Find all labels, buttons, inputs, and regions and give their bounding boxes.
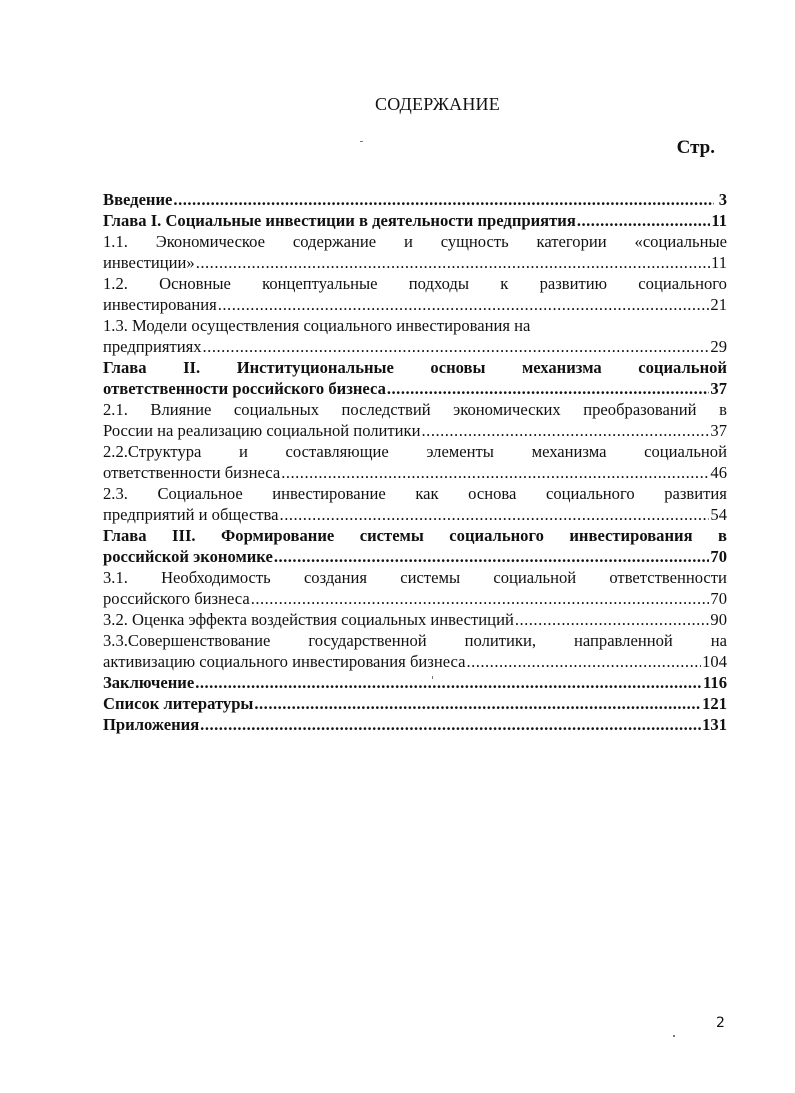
toc-word: социального bbox=[638, 274, 727, 293]
toc-word: 3.3.Совершенствование bbox=[103, 631, 271, 650]
dot-leader bbox=[466, 651, 701, 672]
scan-speck bbox=[432, 676, 433, 679]
toc-word: ответственности bbox=[609, 568, 727, 587]
toc-page-ref: 3 bbox=[718, 190, 727, 209]
toc-word: Институциональные bbox=[236, 358, 394, 377]
toc-entry-title-line bbox=[103, 525, 727, 546]
dot-leader bbox=[280, 504, 710, 525]
toc-page-ref: 70 bbox=[710, 547, 727, 566]
toc-entry-conclusion bbox=[103, 672, 727, 693]
toc-entry-s3-1 bbox=[103, 567, 727, 609]
toc-entry-title-line bbox=[103, 567, 727, 588]
toc-entry-text: предприятиях bbox=[103, 337, 202, 356]
toc-word: механизма bbox=[531, 442, 607, 461]
toc-word: III. bbox=[172, 526, 196, 545]
toc-entry-text: активизацию социального инвестирования бизнеса bbox=[103, 652, 466, 671]
toc-entry-leader-line bbox=[103, 504, 727, 525]
toc-word: содержание bbox=[292, 232, 377, 251]
toc-entry-leader-line bbox=[103, 693, 727, 714]
page-column-label: Стр. bbox=[676, 137, 715, 158]
toc-word: сущность bbox=[440, 232, 509, 251]
dot-leader bbox=[387, 378, 710, 399]
toc-entry-text: Список литературы bbox=[103, 694, 254, 713]
table-of-contents bbox=[103, 189, 727, 735]
toc-word: политики, bbox=[464, 631, 536, 650]
dot-leader bbox=[173, 189, 713, 210]
toc-entry-leader-line bbox=[103, 336, 727, 357]
toc-entry-leader-line bbox=[103, 294, 727, 315]
toc-entry-ch2 bbox=[103, 357, 727, 399]
toc-entry-s3-2 bbox=[103, 609, 727, 630]
toc-entry-s2-2 bbox=[103, 441, 727, 483]
toc-entry-leader-line bbox=[103, 189, 727, 210]
toc-entry-text: 3.2. Оценка эффекта воздействия социальных инвестиций bbox=[103, 610, 514, 629]
toc-page-ref: 11 bbox=[711, 211, 727, 230]
toc-entry-text: российского бизнеса bbox=[103, 589, 250, 608]
dot-leader bbox=[422, 420, 710, 441]
dot-leader bbox=[577, 210, 710, 231]
toc-word: 2.1. bbox=[103, 400, 128, 419]
toc-word: механизма bbox=[521, 358, 602, 377]
toc-word: социального bbox=[449, 526, 544, 545]
toc-entry-title-line bbox=[103, 441, 727, 462]
toc-entry-text: Приложения bbox=[103, 715, 200, 734]
toc-word: 1.2. bbox=[103, 274, 128, 293]
toc-word: направленной bbox=[573, 631, 673, 650]
toc-page-ref: 121 bbox=[702, 694, 727, 713]
toc-word: экономических bbox=[453, 400, 561, 419]
toc-word: Основные bbox=[159, 274, 231, 293]
toc-page-ref: 104 bbox=[702, 652, 727, 671]
toc-word: социальной bbox=[644, 442, 727, 461]
toc-word: Необходимость bbox=[161, 568, 271, 587]
toc-entry-ch3 bbox=[103, 525, 727, 567]
toc-entry-s1-1 bbox=[103, 231, 727, 273]
toc-entry-text: России на реализацию социальной политики bbox=[103, 421, 421, 440]
toc-word: системы bbox=[359, 526, 424, 545]
toc-page-ref: 37 bbox=[710, 379, 727, 398]
toc-entry-s2-1 bbox=[103, 399, 727, 441]
toc-word: Социальное bbox=[157, 484, 243, 503]
toc-entry-title-line bbox=[103, 273, 727, 294]
toc-entry-text: Заключение bbox=[103, 673, 195, 692]
toc-entry-title-line bbox=[103, 357, 727, 378]
toc-entry-title-line bbox=[103, 630, 727, 651]
toc-entry-text: предприятий и общества bbox=[103, 505, 279, 524]
toc-entry-s3-3 bbox=[103, 630, 727, 672]
toc-word: 2.2.Структура bbox=[103, 442, 202, 461]
toc-word: Экономическое bbox=[155, 232, 266, 251]
toc-entry-leader-line bbox=[103, 588, 727, 609]
toc-entry-intro bbox=[103, 189, 727, 210]
toc-word: социальных bbox=[233, 400, 320, 419]
toc-entry-bibliography bbox=[103, 693, 727, 714]
toc-word: социальной bbox=[638, 358, 727, 377]
toc-word: 1.1. bbox=[103, 232, 128, 251]
dot-leader bbox=[200, 714, 701, 735]
toc-word: Влияние bbox=[150, 400, 212, 419]
scan-speck bbox=[673, 1035, 675, 1037]
toc-word: Глава bbox=[103, 526, 147, 545]
dot-leader bbox=[196, 252, 710, 273]
page-title: СОДЕРЖАНИЕ bbox=[375, 94, 500, 114]
toc-word: и bbox=[403, 232, 413, 251]
toc-page-ref: 37 bbox=[710, 421, 727, 440]
toc-entry-title-line bbox=[103, 399, 727, 420]
toc-word: концептуальные bbox=[262, 274, 378, 293]
toc-entry-s2-3 bbox=[103, 483, 727, 525]
toc-page-ref: 11 bbox=[711, 253, 727, 272]
toc-entry-leader-line bbox=[103, 210, 727, 231]
toc-page-ref: 131 bbox=[702, 715, 727, 734]
toc-entry-title-line bbox=[103, 231, 727, 252]
toc-word: основа bbox=[468, 484, 517, 503]
toc-page-ref: 29 bbox=[710, 337, 727, 356]
toc-word: 2.3. bbox=[103, 484, 128, 503]
toc-entry-leader-line bbox=[103, 462, 727, 483]
toc-entry-leader-line bbox=[103, 546, 727, 567]
toc-entry-text: российской экономике bbox=[103, 547, 273, 566]
toc-word: в bbox=[718, 526, 727, 545]
toc-word: категории bbox=[536, 232, 607, 251]
dot-leader bbox=[195, 672, 702, 693]
toc-word: создания bbox=[303, 568, 368, 587]
toc-word: социального bbox=[545, 484, 635, 503]
toc-page-ref: 21 bbox=[710, 295, 727, 314]
toc-entry-text: Введение bbox=[103, 190, 173, 209]
scan-speck bbox=[360, 141, 363, 142]
toc-entry-leader-line bbox=[103, 420, 727, 441]
toc-entry-text: ответственности российского бизнеса bbox=[103, 379, 386, 398]
toc-entry-text: инвестирования bbox=[103, 295, 217, 314]
toc-word: в bbox=[719, 400, 727, 419]
toc-word: как bbox=[415, 484, 439, 503]
toc-entry-leader-line bbox=[103, 609, 727, 630]
toc-page-ref: 70 bbox=[710, 589, 727, 608]
toc-word: 3.1. bbox=[103, 568, 128, 587]
toc-entry-title-line bbox=[103, 315, 727, 336]
toc-word: последствий bbox=[341, 400, 431, 419]
dot-leader bbox=[274, 546, 710, 567]
toc-word: развития bbox=[664, 484, 727, 503]
toc-word: элементы bbox=[426, 442, 494, 461]
dot-leader bbox=[281, 462, 709, 483]
toc-page-ref: 46 bbox=[710, 463, 727, 482]
toc-entry-text: Глава I. Социальные инвестиции в деятельности предприятия bbox=[103, 211, 576, 230]
toc-word: и bbox=[239, 442, 248, 461]
toc-word: инвестирование bbox=[272, 484, 386, 503]
toc-entry-s1-2 bbox=[103, 273, 727, 315]
toc-word: подходы bbox=[408, 274, 470, 293]
toc-word: на bbox=[710, 631, 727, 650]
toc-entry-leader-line bbox=[103, 378, 727, 399]
toc-page-ref: 54 bbox=[710, 505, 727, 524]
toc-entry-title-line bbox=[103, 483, 727, 504]
toc-entry-s1-3 bbox=[103, 315, 727, 357]
toc-word: социальной bbox=[493, 568, 577, 587]
toc-word: системы bbox=[400, 568, 461, 587]
toc-word: II. bbox=[183, 358, 201, 377]
page-number: 2 bbox=[716, 1015, 725, 1031]
toc-page-ref: 90 bbox=[710, 610, 727, 629]
toc-word: Формирование bbox=[221, 526, 335, 545]
toc-word: Глава bbox=[103, 358, 147, 377]
toc-word: «социальные bbox=[634, 232, 727, 251]
toc-entry-text: ответственности бизнеса bbox=[103, 463, 281, 482]
dot-leader bbox=[515, 609, 710, 630]
toc-word: государственной bbox=[308, 631, 427, 650]
toc-word: развитию bbox=[539, 274, 608, 293]
toc-entry-leader-line bbox=[103, 714, 727, 735]
toc-entry-ch1 bbox=[103, 210, 727, 231]
dot-leader bbox=[218, 294, 710, 315]
toc-entry-leader-line bbox=[103, 252, 727, 273]
toc-entry-leader-line bbox=[103, 651, 727, 672]
toc-entry-text: инвестиции» bbox=[103, 253, 195, 272]
toc-page-ref: 116 bbox=[703, 673, 727, 692]
toc-word: основы bbox=[430, 358, 486, 377]
dot-leader bbox=[254, 693, 701, 714]
toc-entry-appendices bbox=[103, 714, 727, 735]
toc-entry-text: 1.3. Модели осуществления социального инвестирования на bbox=[103, 316, 531, 335]
toc-entry-leader-line bbox=[103, 672, 727, 693]
toc-word: составляющие bbox=[285, 442, 389, 461]
dot-leader bbox=[203, 336, 710, 357]
toc-word: к bbox=[500, 274, 509, 293]
toc-word: преобразований bbox=[583, 400, 697, 419]
toc-word: инвестирования bbox=[569, 526, 693, 545]
dot-leader bbox=[251, 588, 710, 609]
